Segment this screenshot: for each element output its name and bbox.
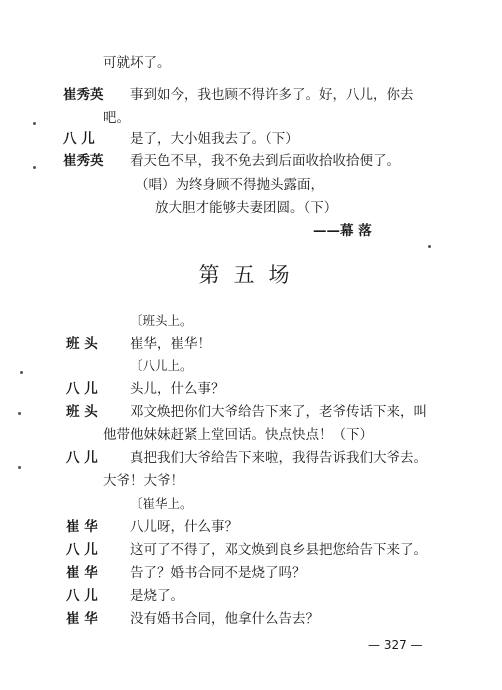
stage-direction: 〔班头上。 xyxy=(130,313,193,328)
scan-speck xyxy=(33,122,36,125)
speaker-name: 崔 华 xyxy=(66,519,98,535)
line-text: 看天色不早，我不免去到后面收拾收拾便了。 xyxy=(130,153,400,169)
stage-direction: 〔崔华上。 xyxy=(130,496,193,511)
speaker-name: 八 儿 xyxy=(63,131,95,147)
scan-speck xyxy=(33,166,36,169)
line-text: 真把我们大爷给告下来啦，我得告诉我们大爷去。 xyxy=(130,450,427,466)
speaker-name: 崔 华 xyxy=(66,565,98,581)
scan-speck xyxy=(18,412,21,415)
speaker-name: 崔秀英 xyxy=(63,87,104,103)
page-number: — 327 — xyxy=(368,638,423,652)
scan-speck xyxy=(428,245,431,248)
sung-line: 放大胆才能够夫妻团圆。（下） xyxy=(155,200,338,216)
line-text: 他带他妹妹赶紧上堂回话。快点快点！（下） xyxy=(103,427,373,443)
line-text: 事到如今，我也顾不得许多了。好，八儿，你去 xyxy=(130,87,414,103)
speaker-name: 八 儿 xyxy=(66,381,98,397)
line-text: 吧。 xyxy=(103,110,130,126)
line-text: 八儿呀，什么事？ xyxy=(130,519,238,535)
line-text: 是烧了。 xyxy=(130,588,184,604)
scan-speck xyxy=(20,371,23,374)
scan-speck xyxy=(18,466,21,469)
speaker-name: 班 头 xyxy=(66,404,98,420)
curtain-falls: ——幕 落 xyxy=(313,223,372,239)
line-text: 头儿，什么事？ xyxy=(130,381,225,397)
line-text: 告了？婚书合同不是烧了吗？ xyxy=(130,565,306,581)
line-text: 这可了不得了，邓文焕到良乡县把您给告下来了。 xyxy=(130,542,427,558)
speaker-name: 八 儿 xyxy=(66,450,98,466)
scene-title: 第五场 xyxy=(198,263,304,287)
line-text: 崔华，崔华！ xyxy=(130,336,211,352)
speaker-name: 崔秀英 xyxy=(63,153,104,169)
line-text: 是了，大小姐我去了。（下） xyxy=(130,131,299,147)
line-text: 邓文焕把你们大爷给告下来了，老爷传话下来，叫 xyxy=(130,404,427,420)
speaker-name: 八 儿 xyxy=(66,542,98,558)
line-text: 可就坏了。 xyxy=(103,55,171,71)
line-text: 大爷！大爷！ xyxy=(103,473,184,489)
line-text: 没有婚书合同，他拿什么告去？ xyxy=(130,611,319,627)
sung-line: （唱）为终身顾不得抛头露面， xyxy=(135,177,324,193)
stage-direction: 〔八儿上。 xyxy=(130,358,193,373)
speaker-name: 班 头 xyxy=(66,336,98,352)
speaker-name: 八 儿 xyxy=(66,588,98,604)
speaker-name: 崔 华 xyxy=(66,611,98,627)
